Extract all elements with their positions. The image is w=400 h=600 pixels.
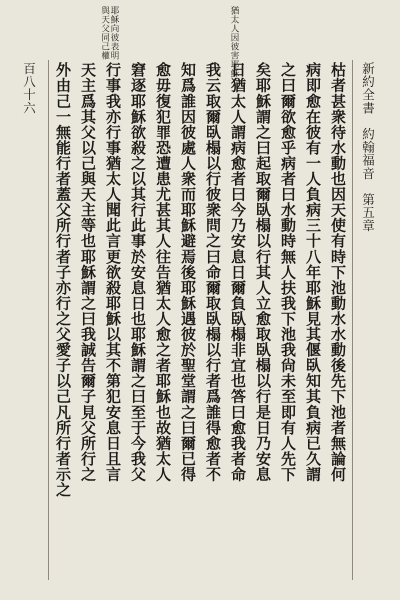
- margin-rule: [48, 60, 49, 580]
- text-column: 知爲誰因彼處人衆而耶穌避焉後耶穌遇彼於聖堂謂之曰爾已得: [179, 62, 197, 482]
- text-column: 枯者甚衆待水動也因天使有時下池動水水動後先下池者無論何: [329, 62, 347, 482]
- text-column: 日猶太人謂病愈者曰今乃安息日爾負臥榻非宜也答曰愈我者命: [229, 62, 247, 482]
- text-column: 行事我亦行事猶太人聞此言更欲殺耶穌以其不第犯安息日且言: [104, 62, 122, 482]
- header-rule: [352, 60, 353, 580]
- text-column: 外由己一無能行者蓋父所行者子亦行之父愛子以己凡所行者示之: [54, 62, 72, 498]
- text-column: 之曰爾欲愈乎病者曰水動時無人扶我下池我尙未至即有人先下: [279, 62, 297, 482]
- text-column: 窘逐耶穌欲殺之以其行此事於安息日也耶穌謂之曰至于今我父: [129, 62, 147, 482]
- text-column: 愈毋復犯罪恐遭患尤甚其人往告猶太人愈之者耶穌也故猶太人: [154, 62, 172, 482]
- text-column: 天主爲其父以己與天主等也耶穌謂之曰我誠告爾子見父所行之: [79, 62, 97, 482]
- text-column: 矣耶穌謂之曰起取爾臥榻以行其人立愈取臥榻以行是日乃安息: [254, 62, 272, 482]
- margin-note: 猶太人因彼害耶穌: [229, 6, 239, 78]
- text-column: 病即愈在彼有一人負病三十八年耶穌見其偃臥知其負病已久謂: [304, 62, 322, 482]
- page-number: 百八十六: [21, 62, 37, 115]
- margin-note: 耶穌向彼表明與天父同己權: [99, 6, 119, 60]
- page-header-title: 新約全書 約翰福音 第五章: [360, 62, 376, 233]
- text-column: 我云取爾臥榻以行彼衆問之曰命爾取臥榻以行者爲誰得愈者不: [204, 62, 222, 482]
